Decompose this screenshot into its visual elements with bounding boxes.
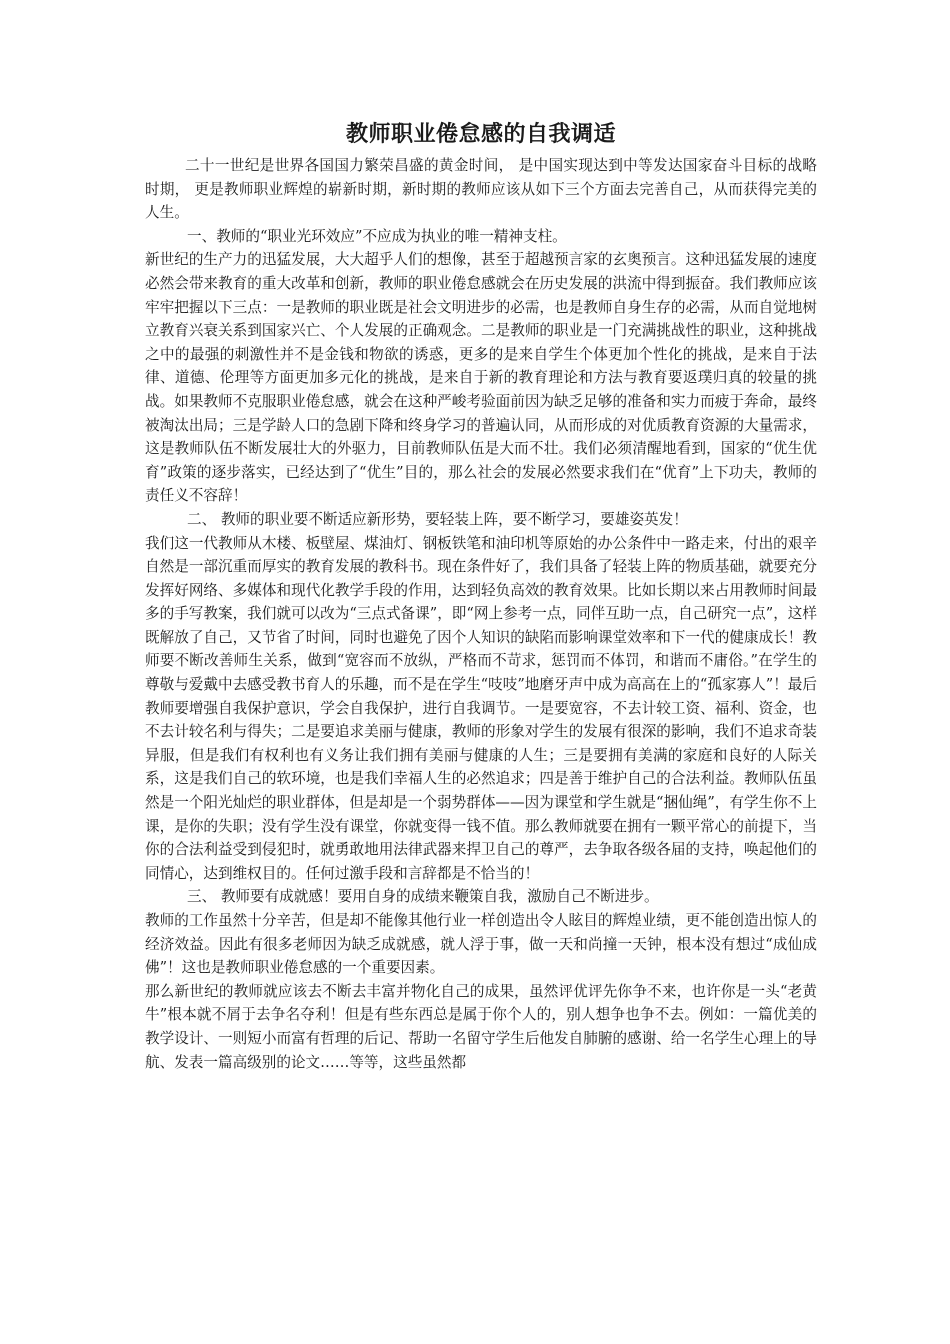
section-body-1: 新世纪的生产力的迅猛发展，大大超乎人们的想像，甚至于超越预言家的玄奥预言。这种迅猛发展的速度必然会带来教育的重大改革和创新，教师的职业倦怠感就会在历史发展的洪流中得到振奋。我们教师应该牢牢把握以下三点：一是教师的职业既是社会文明进步的必需，也是教师自身生存的必需，从而自觉地树立教育兴衰关系到国家兴亡、个人发展的正确观念。二是教师的职业是一门充满挑战性的职业，这种挑战之中的最强的刺激性并不是金钱和物欲的诱惑，更多的是来自学生个体更加个性化的挑战，是来自于法律、道德、伦理等方面更加多元化的挑战，是来自于新的教育理论和方法与教育要返璞归真的较量的挑战。如果教师不克服职业倦怠感，就会在这种严峻考验面前因为缺乏足够的准备和实力而疲于奔命，最终被淘汰出局；三是学龄人口的急剧下降和终身学习的普遍认同，从而形成的对优质教育资源的大量需求，这是教师队伍不断发展壮大的外驱力，目前教师队伍是大而不壮。我们必须清醒地看到，国家的“优生优育”政策的逐步落实，已经达到了“优生”目的，那么社会的发展必然要求我们在“优育”上下功夫，教师的责任义不容辞！ [145, 251, 817, 505]
section-body-3a: 教师的工作虽然十分辛苦，但是却不能像其他行业一样创造出令人眩目的辉煌业绩，更不能创造出惊人的经济效益。因此有很多老师因为缺乏成就感，就人浮于事，做一天和尚撞一天钟，根本没有想过“成仙成佛”！这也是教师职业倦怠感的一个重要因素。 [145, 912, 817, 977]
document-title: 教师职业倦怠感的自我调适 [345, 122, 616, 147]
section-heading-1: 一、教师的“职业光环效应”不应成为执业的唯一精神支柱。 [187, 227, 567, 245]
section-body-3b: 那么新世纪的教师就应该去不断去丰富并物化自己的成果，虽然评优评先你争不来，也许你是一头“老黄牛”根本就不屑于去争名夺利！但是有些东西总是属于你个人的，别人想争也争不去。例如：一篇优美的教学设计、一则短小而富有哲理的后记、帮助一名留守学生后他发自肺腑的感谢、给一名学生心理上的导航、发表一篇高级别的论文……等等，这些虽然都 [145, 982, 817, 1071]
section-heading-2: 二、 教师的职业要不断适应新形势，要轻装上阵，要不断学习，要雄姿英发！ [187, 510, 688, 528]
intro-paragraph: 二十一世纪是世界各国国力繁荣昌盛的黄金时间， 是中国实现达到中等发达国家奋斗目标的战略时期， 更是教师职业辉煌的崭新时期，新时期的教师应该从如下三个方面去完善自己，从而获得完美的人生。 [145, 157, 817, 222]
section-heading-3: 三、 教师要有成就感！要用自身的成绩来鞭策自我，激励自己不断进步。 [187, 888, 659, 906]
document-page [145, 120, 817, 1074]
section-body-2: 我们这一代教师从木楼、板壁屋、煤油灯、钢板铁笔和油印机等原始的办公条件中一路走来，付出的艰辛自然是一部沉重而厚实的教育发展的教科书。现在条件好了，我们具备了轻装上阵的物质基础，就要充分发挥好网络、多媒体和现代化教学手段的作用，达到轻负高效的教育效果。比如长期以来占用教师时间最多的手写教案，我们就可以改为“三点式备课”，即“网上参考一点，同伴互助一点，自己研究一点”，这样既解放了自己，又节省了时间，同时也避免了因个人知识的缺陷而影响课堂效率和下一代的健康成长！教师要不断改善师生关系，做到“宽容而不放纵，严格而不苛求，惩罚而不体罚，和谐而不庸俗。”在学生的尊敬与爱戴中去感受教书育人的乐趣，而不是在学生“吱吱”地磨牙声中成为高高在上的“孤家寡人”！最后教师要增强自我保护意识，学会自我保护，进行自我调节。一是要宽容，不去计较工资、福利、资金，也不去计较名利与得失；二是要追求美丽与健康，教师的形象对学生的发展有很深的影响，我们不追求奇装异服，但是我们有权利也有义务让我们拥有美丽与健康的人生；三是要拥有美满的家庭和良好的人际关系，这是我们自己的软环境，也是我们幸福人生的必然追求；四是善于维护自己的合法利益。教师队伍虽然是一个阳光灿烂的职业群体，但是却是一个弱势群体——因为课堂和学生就是“捆仙绳”，有学生你不上课，是你的失职；没有学生没有课堂，你就变得一钱不值。那么教师就要在拥有一颗平常心的前提下，当你的合法利益受到侵犯时，就勇敢地用法律武器来捍卫自己的尊严，去争取各级各届的支持，唤起他们的同情心，达到维权目的。任何过激手段和言辞都是不恰当的！ [145, 534, 817, 882]
